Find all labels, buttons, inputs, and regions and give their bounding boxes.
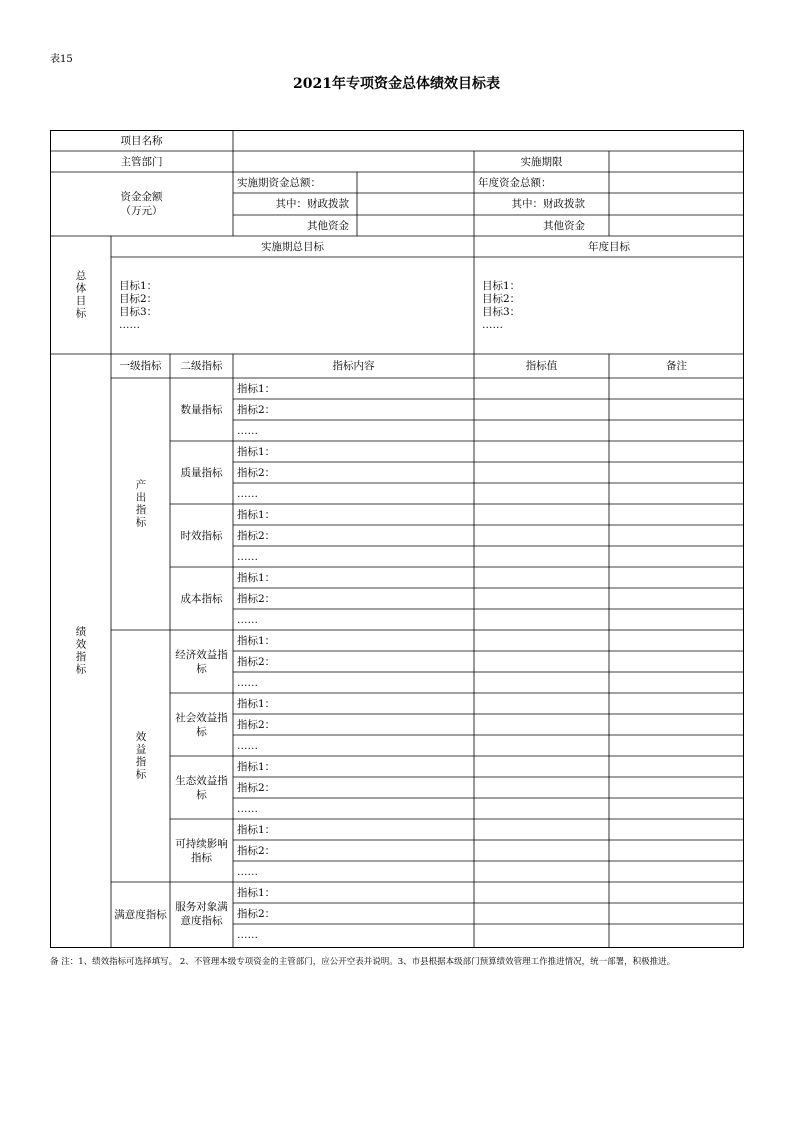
other-funds-text: 其他资金	[307, 219, 349, 232]
indicator-remark-cell[interactable]	[609, 777, 744, 798]
indicator-item-label[interactable]: 指标1：	[237, 697, 276, 710]
indicator-value-cell[interactable]	[474, 504, 609, 525]
indicator-remark-cell[interactable]	[609, 651, 744, 672]
project-name-label: 项目名称	[120, 134, 163, 147]
indicator-remark-cell[interactable]	[609, 588, 744, 609]
indicator-remark-cell[interactable]	[609, 882, 744, 903]
indicator-value-cell[interactable]	[474, 588, 609, 609]
indicator-item-label[interactable]: ……	[237, 487, 258, 500]
indicator-item-label[interactable]: 指标2：	[237, 781, 276, 794]
fund-label-text: 资金金额	[120, 191, 163, 203]
total-period-fund-label: 实施期资金总额：	[237, 176, 321, 189]
fiscal-allocation-label-annual	[474, 193, 609, 215]
indicator-remark-cell[interactable]	[609, 420, 744, 441]
indicator-value-cell[interactable]	[474, 840, 609, 861]
indicator-value-cell[interactable]	[474, 609, 609, 630]
other-funds-label-period	[233, 215, 357, 236]
footnote: 备 注：1、绩效指标可选择填写。 2、不管理本级专项资金的主管部门，应公开空表并说明。3、市县根据本级部门预算绩效管理工作推进情况，统一部署，积极推进。	[50, 957, 676, 967]
indicator-item-label[interactable]: 指标2：	[237, 844, 276, 857]
indicator-value-cell[interactable]	[474, 903, 609, 924]
indicator-remark-cell[interactable]	[609, 924, 744, 945]
other-funds-text: 其他资金	[543, 219, 585, 232]
level1-benefit	[111, 630, 170, 882]
fiscal-allocation-label-period	[233, 193, 357, 215]
annual-goal-header: 年度目标	[588, 240, 630, 253]
overall-goal-text: 总体目标	[74, 270, 87, 320]
indicator-value-cell[interactable]	[474, 714, 609, 735]
fiscal-allocation-period-value[interactable]	[357, 193, 474, 215]
fiscal-allocation-text: 其中：财政拨款	[511, 198, 585, 210]
indicator-remark-cell[interactable]	[609, 378, 744, 399]
level1-header: 一级指标	[119, 360, 162, 372]
indicator-item-label[interactable]: 指标2：	[237, 466, 276, 479]
indicator-item-label[interactable]: ……	[237, 676, 258, 689]
indicator-remark-cell[interactable]	[609, 567, 744, 588]
fiscal-allocation-annual-value[interactable]	[609, 193, 744, 215]
indicator-value-cell[interactable]	[474, 861, 609, 882]
indicator-value-cell[interactable]	[474, 483, 609, 504]
indicator-item-label[interactable]: 指标1：	[237, 886, 276, 899]
indicator-remark-cell[interactable]	[609, 840, 744, 861]
indicator-value-cell[interactable]	[474, 819, 609, 840]
indicator-value-cell[interactable]	[474, 567, 609, 588]
indicator-remark-cell[interactable]	[609, 399, 744, 420]
indicator-item-label[interactable]: 指标1：	[237, 382, 276, 395]
period-value[interactable]	[609, 151, 744, 172]
indicator-item-label[interactable]: ……	[237, 613, 258, 626]
performance-indicator-label	[50, 354, 111, 948]
remark-header: 备注	[666, 360, 687, 372]
goal-line: ……	[482, 318, 503, 331]
indicator-item-label[interactable]: 指标1：	[237, 823, 276, 836]
level1-benefit-text: 效益指标	[134, 731, 147, 781]
level2-indicator: 生态效益指标	[175, 774, 228, 801]
goal-line: 目标2：	[119, 292, 158, 305]
indicator-remark-cell[interactable]	[609, 672, 744, 693]
indicator-remark-cell[interactable]	[609, 483, 744, 504]
indicator-item-label[interactable]: 指标1：	[237, 508, 276, 521]
indicator-value-cell[interactable]	[474, 924, 609, 945]
indicator-value-cell[interactable]	[474, 882, 609, 903]
period-label: 实施期限	[520, 155, 563, 168]
level1-satisfaction: 满意度指标	[114, 909, 167, 921]
indicator-value-cell[interactable]	[474, 672, 609, 693]
indicator-value-cell[interactable]	[474, 735, 609, 756]
indicator-remark-cell[interactable]	[609, 630, 744, 651]
indicator-value-cell[interactable]	[474, 798, 609, 819]
department-label: 主管部门	[120, 155, 163, 168]
indicator-remark-cell[interactable]	[609, 504, 744, 525]
indicator-item-label[interactable]: 指标2：	[237, 907, 276, 920]
fund-amount-label	[50, 172, 233, 236]
indicator-value-cell[interactable]	[474, 525, 609, 546]
goal-line: 目标1：	[482, 279, 521, 292]
indicator-value-cell[interactable]	[474, 651, 609, 672]
indicator-item-label[interactable]: 指标1：	[237, 634, 276, 647]
content-header: 指标内容	[332, 360, 375, 372]
annual-fund-label: 年度资金总额：	[478, 176, 552, 189]
goal-line: 目标2：	[482, 292, 521, 305]
total-period-fund-value[interactable]	[357, 172, 474, 193]
indicator-value-cell[interactable]	[474, 546, 609, 567]
indicator-item-label[interactable]: 指标1：	[237, 571, 276, 584]
indicator-remark-cell[interactable]	[609, 798, 744, 819]
indicator-remark-cell[interactable]	[609, 546, 744, 567]
indicator-remark-cell[interactable]	[609, 525, 744, 546]
indicator-value-cell[interactable]	[474, 693, 609, 714]
level2-indicator: 可持续影响指标	[175, 837, 228, 864]
indicator-item-label[interactable]: ……	[237, 550, 258, 563]
fiscal-allocation-text: 其中：财政拨款	[275, 198, 349, 210]
value-header: 指标值	[525, 360, 558, 372]
other-funds-label-annual	[474, 215, 609, 236]
performance-goal-table	[50, 130, 744, 948]
goal-line: ……	[119, 318, 140, 331]
indicator-value-cell[interactable]	[474, 756, 609, 777]
indicator-value-cell[interactable]	[474, 378, 609, 399]
indicator-value-cell[interactable]	[474, 777, 609, 798]
indicator-item-label[interactable]: ……	[237, 802, 258, 815]
level2-indicator: 社会效益指标	[175, 711, 228, 738]
indicator-item-label[interactable]: 指标2：	[237, 718, 276, 731]
indicator-remark-cell[interactable]	[609, 462, 744, 483]
level2-indicator: 服务对象满意度指标	[175, 900, 228, 927]
indicator-remark-cell[interactable]	[609, 693, 744, 714]
indicator-remark-cell[interactable]	[609, 861, 744, 882]
period-goal-body[interactable]	[111, 257, 482, 354]
other-funds-annual-value[interactable]	[609, 215, 744, 236]
level2-indicator: 经济效益指标	[175, 648, 228, 675]
level1-output	[111, 378, 170, 630]
indicator-item-label[interactable]: ……	[237, 928, 258, 941]
table-number: 表15	[50, 54, 73, 65]
goal-line: 目标3：	[119, 305, 158, 318]
indicator-item-label[interactable]: 指标2：	[237, 403, 276, 416]
indicator-remark-cell[interactable]	[609, 609, 744, 630]
indicator-item-label[interactable]: ……	[237, 865, 258, 878]
indicator-item-label[interactable]: 指标2：	[237, 655, 276, 668]
indicator-item-label[interactable]: 指标2：	[237, 592, 276, 605]
indicator-item-label[interactable]: ……	[237, 739, 258, 752]
fund-unit-text: （万元）	[120, 205, 163, 217]
indicator-remark-cell[interactable]	[609, 756, 744, 777]
indicator-value-cell[interactable]	[474, 441, 609, 462]
level2-indicator: 时效指标	[180, 529, 223, 542]
department-value[interactable]	[233, 151, 474, 172]
period-goal-header: 实施期总目标	[261, 240, 324, 253]
other-funds-period-value[interactable]	[357, 215, 474, 236]
indicator-remark-cell[interactable]	[609, 714, 744, 735]
indicator-remark-cell[interactable]	[609, 819, 744, 840]
annual-goal-body[interactable]	[474, 257, 752, 354]
indicator-value-cell[interactable]	[474, 630, 609, 651]
overall-goal-label	[50, 236, 111, 354]
level2-indicator: 质量指标	[180, 466, 223, 479]
goal-line: 目标1：	[119, 279, 158, 292]
indicator-value-cell[interactable]	[474, 462, 609, 483]
page-title: 2021年专项资金总体绩效目标表	[293, 76, 500, 92]
indicator-remark-cell[interactable]	[609, 735, 744, 756]
annual-goal-lines	[482, 280, 520, 332]
period-goal-lines	[119, 280, 157, 332]
indicator-item-label[interactable]: 指标1：	[237, 760, 276, 773]
level1-output-text: 产出指标	[134, 479, 147, 529]
indicator-remark-cell[interactable]	[609, 903, 744, 924]
indicator-item-label[interactable]: 指标2：	[237, 529, 276, 542]
annual-fund-value[interactable]	[609, 172, 744, 193]
project-name-value[interactable]	[233, 130, 744, 151]
indicator-value-cell[interactable]	[474, 399, 609, 420]
performance-indicator-text: 绩效指标	[74, 626, 87, 676]
level2-indicator: 成本指标	[180, 592, 223, 605]
indicator-value-cell[interactable]	[474, 420, 609, 441]
indicator-item-label[interactable]: 指标1：	[237, 445, 276, 458]
indicator-remark-cell[interactable]	[609, 441, 744, 462]
goal-line: 目标3：	[482, 305, 521, 318]
level2-header: 二级指标	[180, 360, 223, 372]
level2-indicator: 数量指标	[180, 403, 223, 416]
indicator-item-label[interactable]: ……	[237, 424, 258, 437]
